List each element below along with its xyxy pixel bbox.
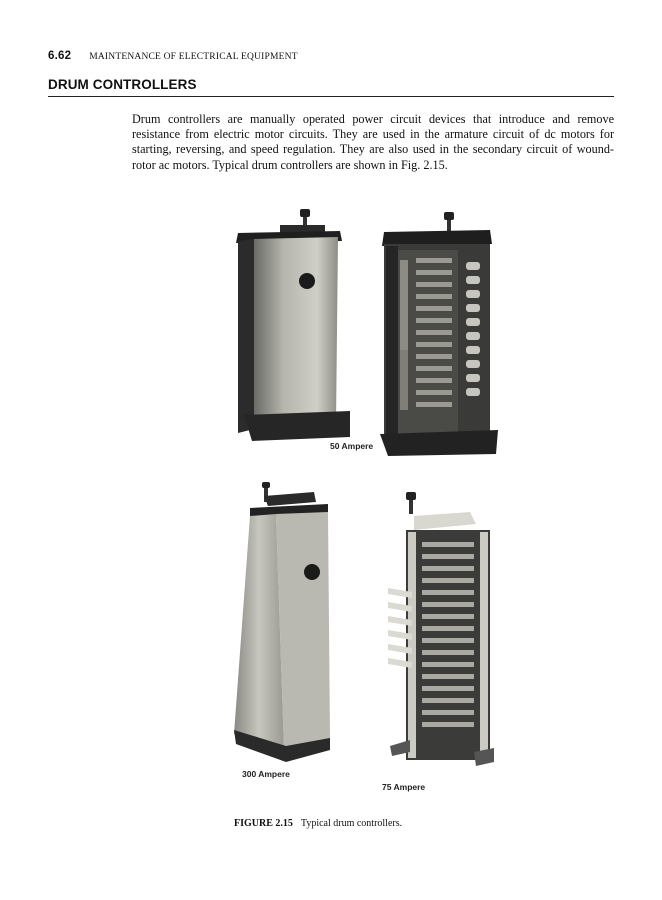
running-header bbox=[48, 46, 618, 64]
figure-number: FIGURE 2.15 bbox=[234, 818, 293, 829]
label-50-ampere: 50 Ampere bbox=[330, 441, 374, 451]
photo-50a-enclosed-controller bbox=[230, 205, 350, 445]
label-300-ampere: 300 Ampere bbox=[242, 769, 290, 779]
photo-300a-enclosed-controller bbox=[226, 478, 344, 768]
figure-caption-text: Typical drum controllers. bbox=[300, 818, 403, 829]
figure-caption bbox=[234, 818, 402, 829]
photo-50a-open-controller bbox=[370, 210, 498, 458]
book-title: MAINTENANCE OF ELECTRICAL EQUIPMENT bbox=[89, 52, 298, 62]
label-75-ampere: 75 Ampere bbox=[382, 782, 426, 792]
page-number: 6.62 bbox=[48, 50, 72, 62]
photo-75a-open-controller bbox=[384, 490, 496, 780]
body-paragraph: Drum controllers are manually operated power circuit devices that introduce and remove resistance from electric motor circuits. They are used in the armature circuit of dc motors for starting, reversing, and speed regulation. They are also used in the secondary circuit of wound-rotor ac motors. Typical drum controllers are shown in Fig. 2.15. bbox=[132, 112, 614, 172]
section-heading: DRUM CONTROLLERS bbox=[48, 77, 614, 97]
